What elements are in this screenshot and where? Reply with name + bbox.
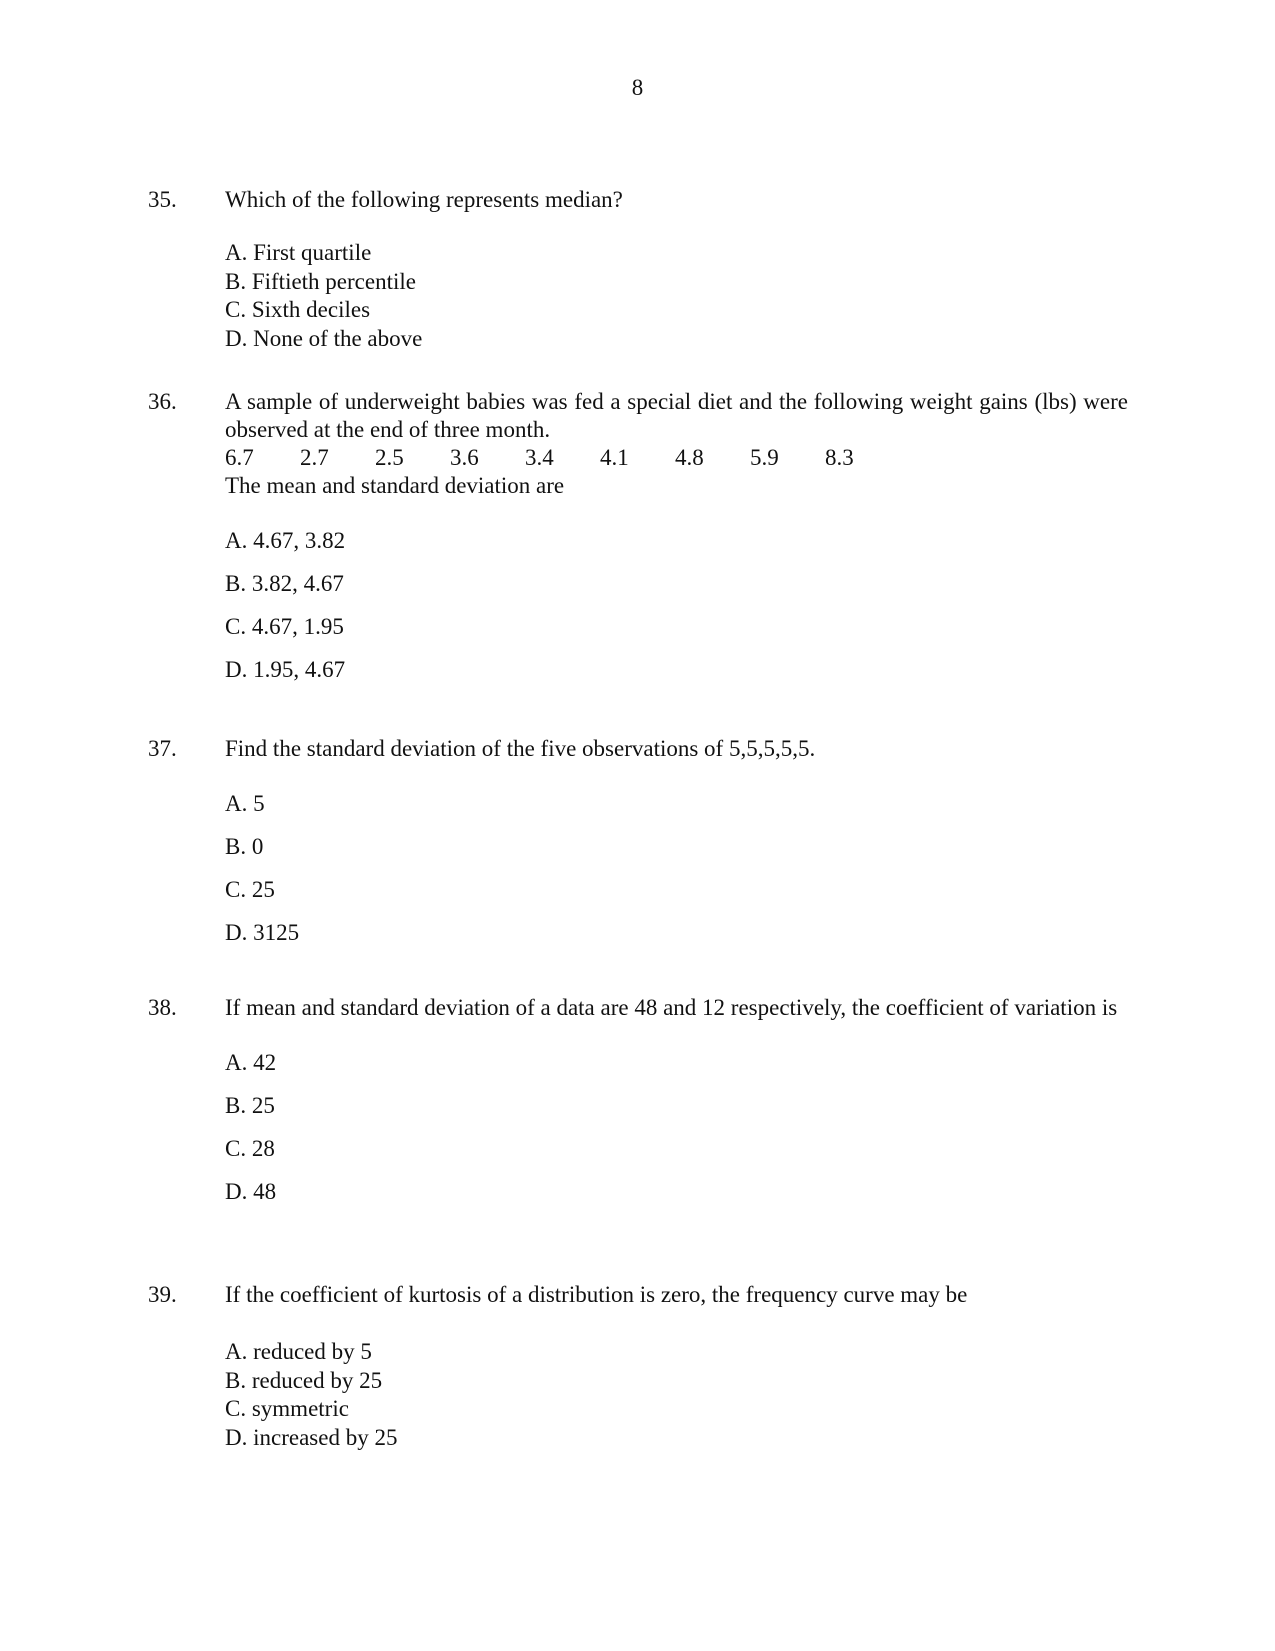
option-b: B. 25 [225, 1093, 275, 1118]
option-a: A. 4.67, 3.82 [225, 528, 346, 553]
page-number: 8 [631, 75, 644, 100]
options-list [225, 239, 1128, 354]
option-c: C. 28 [225, 1136, 275, 1161]
data-value: 3.6 [450, 445, 479, 470]
data-value: 4.8 [675, 445, 704, 470]
question-number: 36. [148, 389, 177, 414]
question-text: A sample of underweight babies was fed a special diet and the following weight gains (lbs) were observed at the end of three month. [225, 389, 1128, 442]
question-body [225, 994, 1128, 1221]
question-text: If the coefficient of kurtosis of a distribution is zero, the frequency curve may be [225, 1282, 968, 1307]
option-d: D. 48 [225, 1179, 277, 1204]
question-body [225, 1281, 1128, 1453]
option-b: B. reduced by 25 [225, 1367, 383, 1393]
options-list [225, 1049, 1128, 1206]
data-value: 5.9 [750, 445, 779, 470]
data-value: 4.1 [600, 445, 629, 470]
option-a: A. 5 [225, 791, 265, 816]
data-value: 6.7 [225, 445, 254, 470]
option-c: C. 4.67, 1.95 [225, 614, 344, 639]
data-value: 2.7 [300, 445, 329, 470]
question-number: 37. [148, 736, 177, 761]
option-d: D. 3125 [225, 920, 300, 945]
question-text: Which of the following represents median? [225, 187, 623, 212]
weight-gain-data [225, 444, 1128, 472]
options-list [225, 1338, 1128, 1453]
option-a: A. 42 [225, 1050, 277, 1075]
question-text: If mean and standard deviation of a data are 48 and 12 respectively, the coefficient of variation is [225, 995, 1118, 1020]
question-number: 39. [148, 1282, 177, 1307]
option-d: D. 1.95, 4.67 [225, 657, 346, 682]
data-value: 2.5 [375, 445, 404, 470]
question-number: 35. [148, 187, 177, 212]
options-list [225, 790, 1128, 947]
option-d: D. None of the above [225, 326, 423, 352]
option-b: B. 0 [225, 834, 264, 859]
option-b: B. 3.82, 4.67 [225, 571, 344, 596]
option-a: A. reduced by 5 [225, 1339, 372, 1364]
question-number: 38. [148, 995, 177, 1020]
options-list [225, 527, 1128, 684]
option-b: B. Fiftieth percentile [225, 268, 416, 294]
question-body [225, 735, 1128, 962]
option-c: C. Sixth deciles [225, 297, 371, 323]
option-c: C. symmetric [225, 1396, 349, 1422]
question-body [225, 186, 1128, 354]
data-value: 3.4 [525, 445, 554, 470]
data-value: 8.3 [825, 445, 854, 470]
option-d: D. increased by 25 [225, 1425, 398, 1451]
question-prompt: The mean and standard deviation are [225, 473, 565, 498]
question-text: Find the standard deviation of the five observations of 5,5,5,5,5. [225, 736, 816, 761]
question-body [225, 388, 1128, 699]
option-c: C. 25 [225, 877, 275, 902]
option-a: A. First quartile [225, 240, 372, 265]
